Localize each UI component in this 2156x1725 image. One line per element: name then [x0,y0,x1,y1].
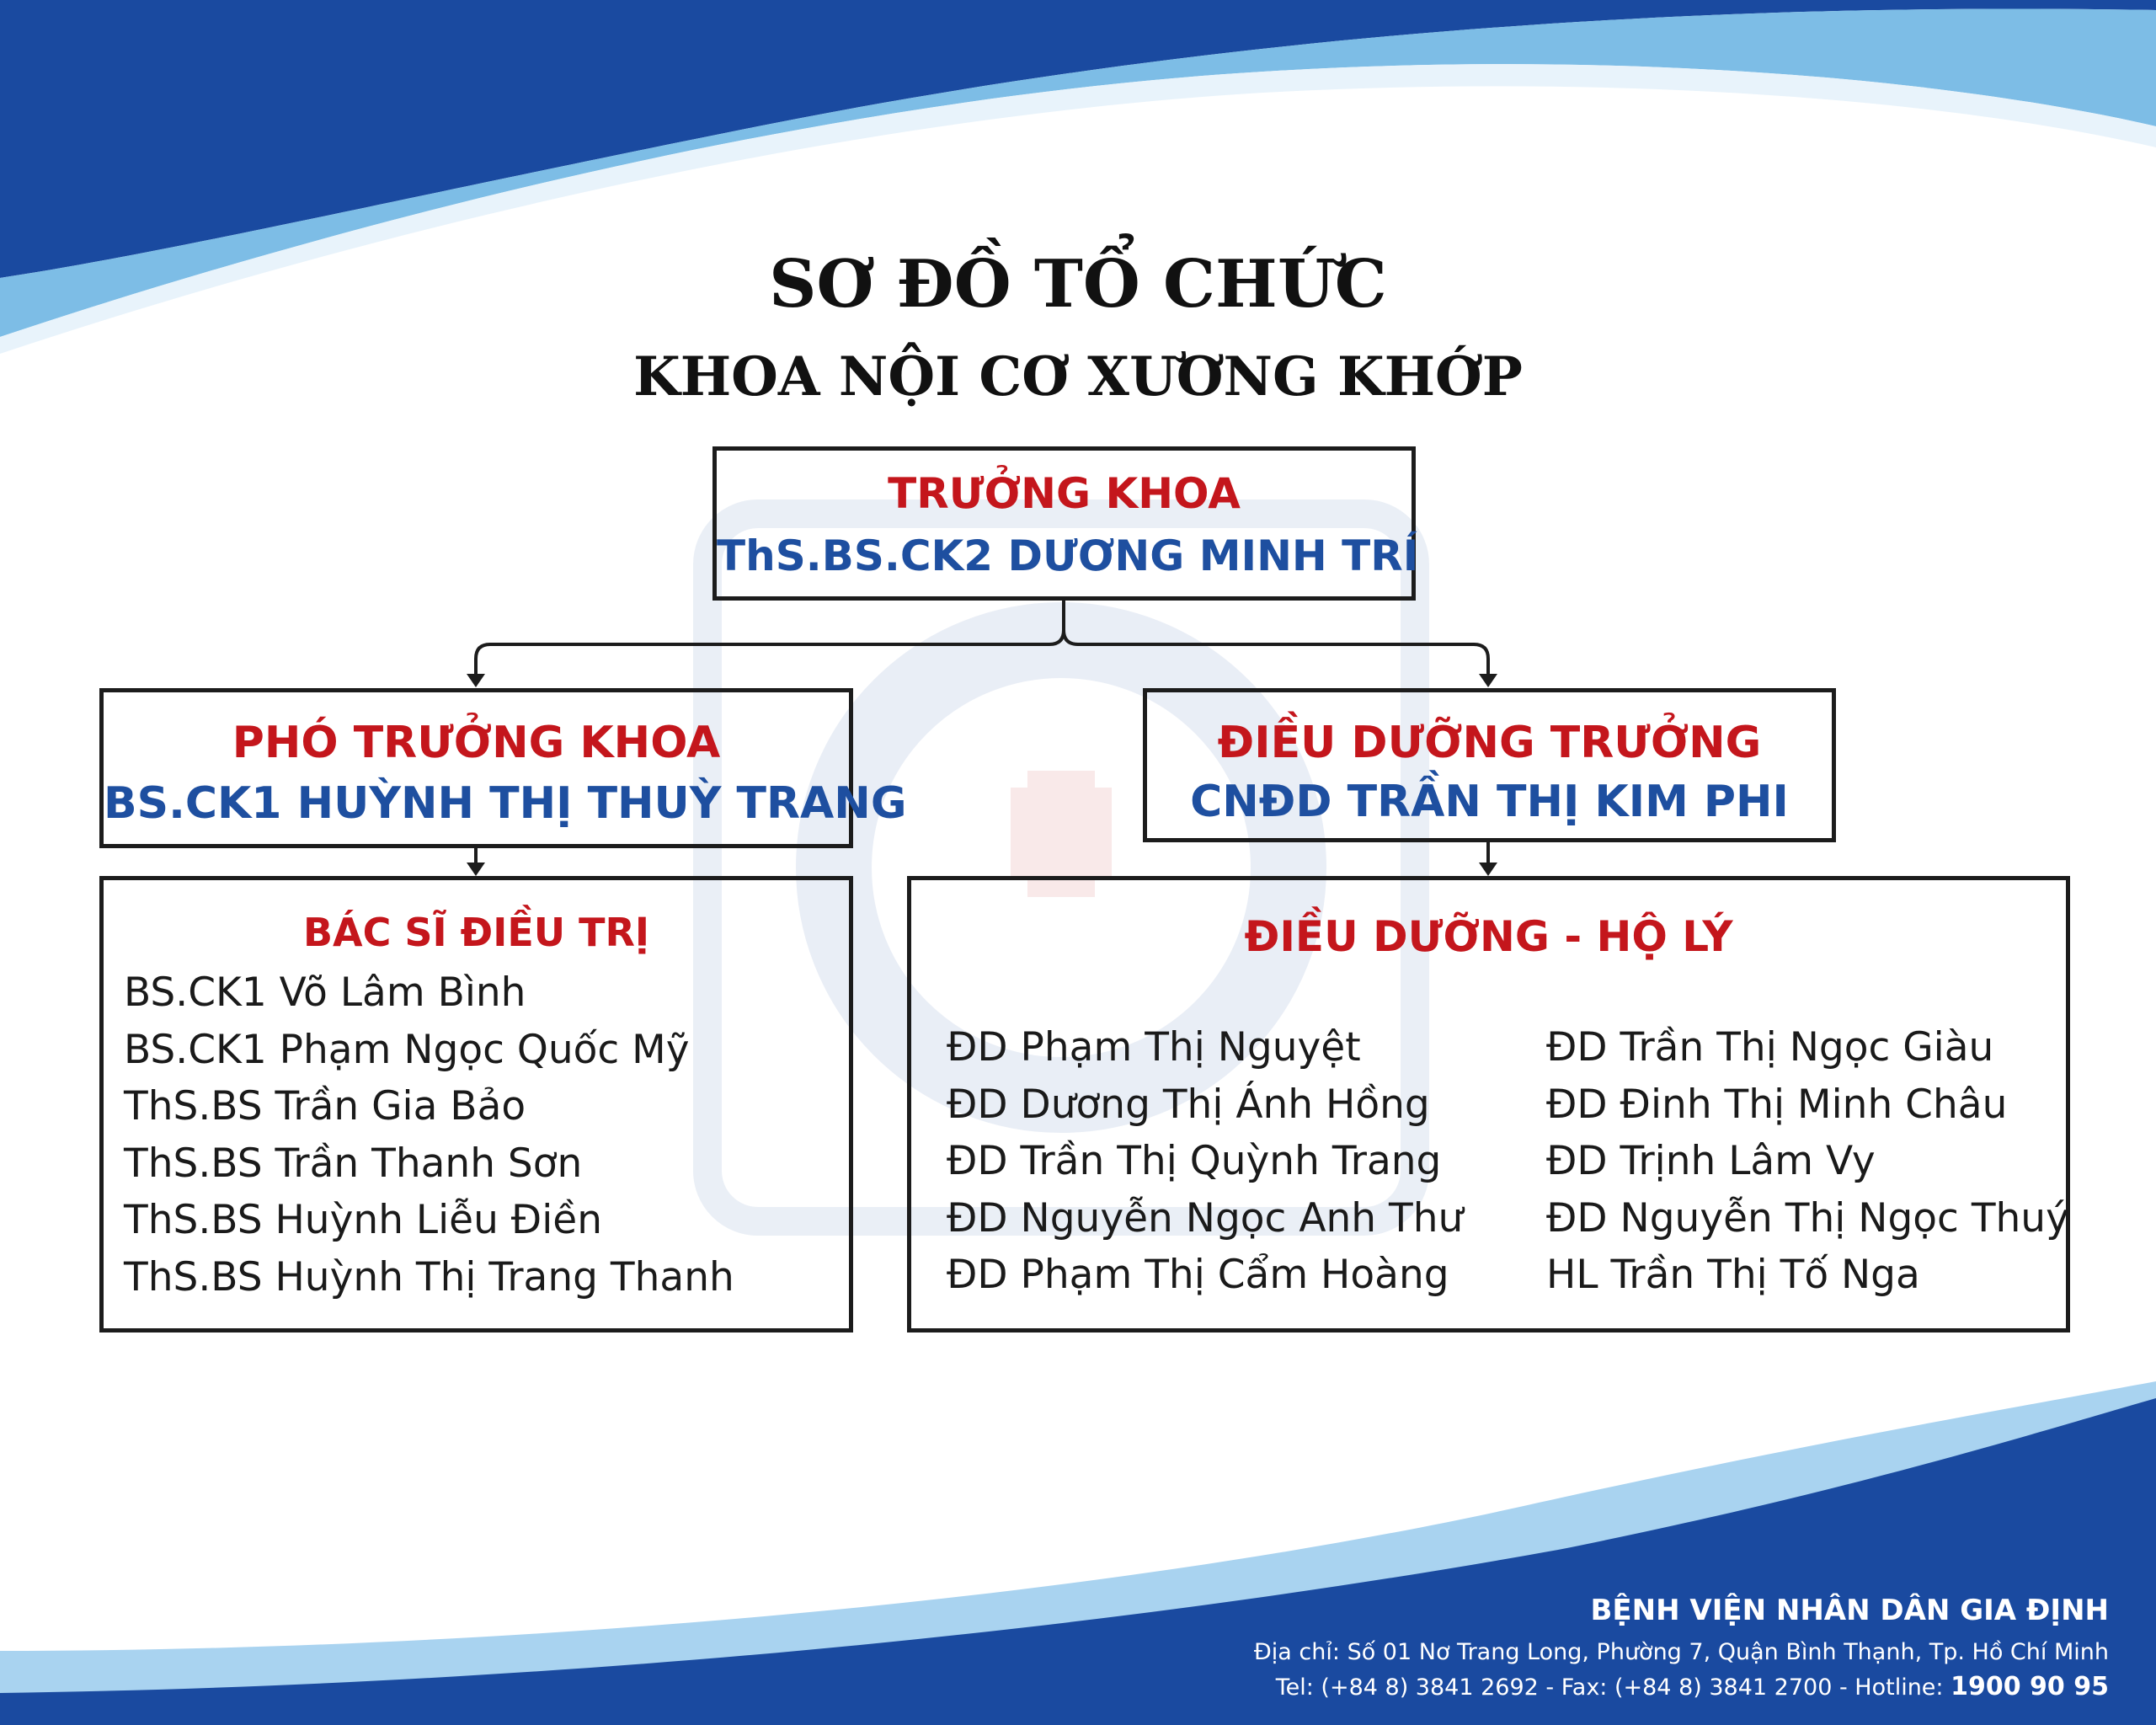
nurse-item: ĐD Trịnh Lâm Vy [1546,1138,1876,1184]
nurses-box [907,876,2070,1332]
nurses-title: ĐIỀU DƯỠNG - HỘ LÝ [1244,912,1733,961]
nurse-item: ĐD Phạm Thị Nguyệt [947,1024,1361,1071]
nurse-item: ĐD Phạm Thị Cẩm Hoàng [947,1252,1449,1298]
head-role: TRƯỞNG KHOA [888,469,1241,518]
head-name: ThS.BS.CK2 DƯƠNG MINH TRÍ [717,531,1419,580]
doctor-item: BS.CK1 Phạm Ngọc Quốc Mỹ [124,1026,690,1073]
head-nurse-box [1143,688,1836,842]
nurse-item: HL Trần Thị Tố Nga [1546,1252,1920,1298]
nurse-item: ĐD Trần Thị Ngọc Giàu [1546,1024,1994,1071]
doctors-list [124,964,734,1306]
nurse-item: ĐD Nguyễn Ngọc Anh Thư [947,1194,1464,1242]
nurse-item: ĐD Dương Thị Ánh Hồng [947,1081,1430,1128]
nurse-item: ĐD Đinh Thị Minh Châu [1546,1081,2008,1128]
footer-contact [1276,1672,2109,1701]
footer-tel-fax: Tel: (+84 8) 3841 2692 - Fax: (+84 8) 3841 2700 - Hotline: [1275,1674,1951,1701]
doctor-item: ThS.BS Trần Gia Bảo [124,1083,526,1130]
footer-hotline: 1900 90 95 [1951,1672,2109,1701]
doctors-title: BÁC SĨ ĐIỀU TRỊ [302,910,650,955]
doctor-item: BS.CK1 Võ Lâm Bình [124,969,526,1016]
doctors-box [99,876,853,1332]
page-subtitle: KHOA NỘI CƠ XƯƠNG KHỚP [633,345,1523,409]
footer-hospital-name: BỆNH VIỆN NHÂN DÂN GIA ĐỊNH [1590,1594,2109,1627]
deputy-name: BS.CK1 HUỲNH THỊ THUỲ TRANG [104,778,907,829]
nurse-item: ĐD Trần Thị Quỳnh Trang [947,1138,1442,1184]
head-nurse-name: CNĐD TRẦN THỊ KIM PHI [1190,777,1789,827]
head-of-department-box [712,446,1419,601]
nurses-list-right [1546,1019,2069,1304]
nurses-list-left [947,1019,1463,1304]
head-nurse-role: ĐIỀU DƯỠNG TRƯỞNG [1217,718,1762,768]
doctor-item: ThS.BS Trần Thanh Sơn [124,1140,583,1187]
doctor-item: ThS.BS Huỳnh Thị Trang Thanh [124,1253,734,1300]
doctor-item: ThS.BS Huỳnh Liễu Điền [124,1197,602,1243]
nurse-item: ĐD Nguyễn Thị Ngọc Thuý [1546,1194,2069,1242]
footer-address: Địa chỉ: Số 01 Nơ Trang Long, Phường 7, Quận Bình Thạnh, Tp. Hồ Chí Minh [1253,1639,2109,1665]
page-title: SƠ ĐỒ TỔ CHỨC [769,246,1387,323]
deputy-head-box [99,688,907,848]
deputy-role: PHÓ TRƯỞNG KHOA [232,718,721,768]
